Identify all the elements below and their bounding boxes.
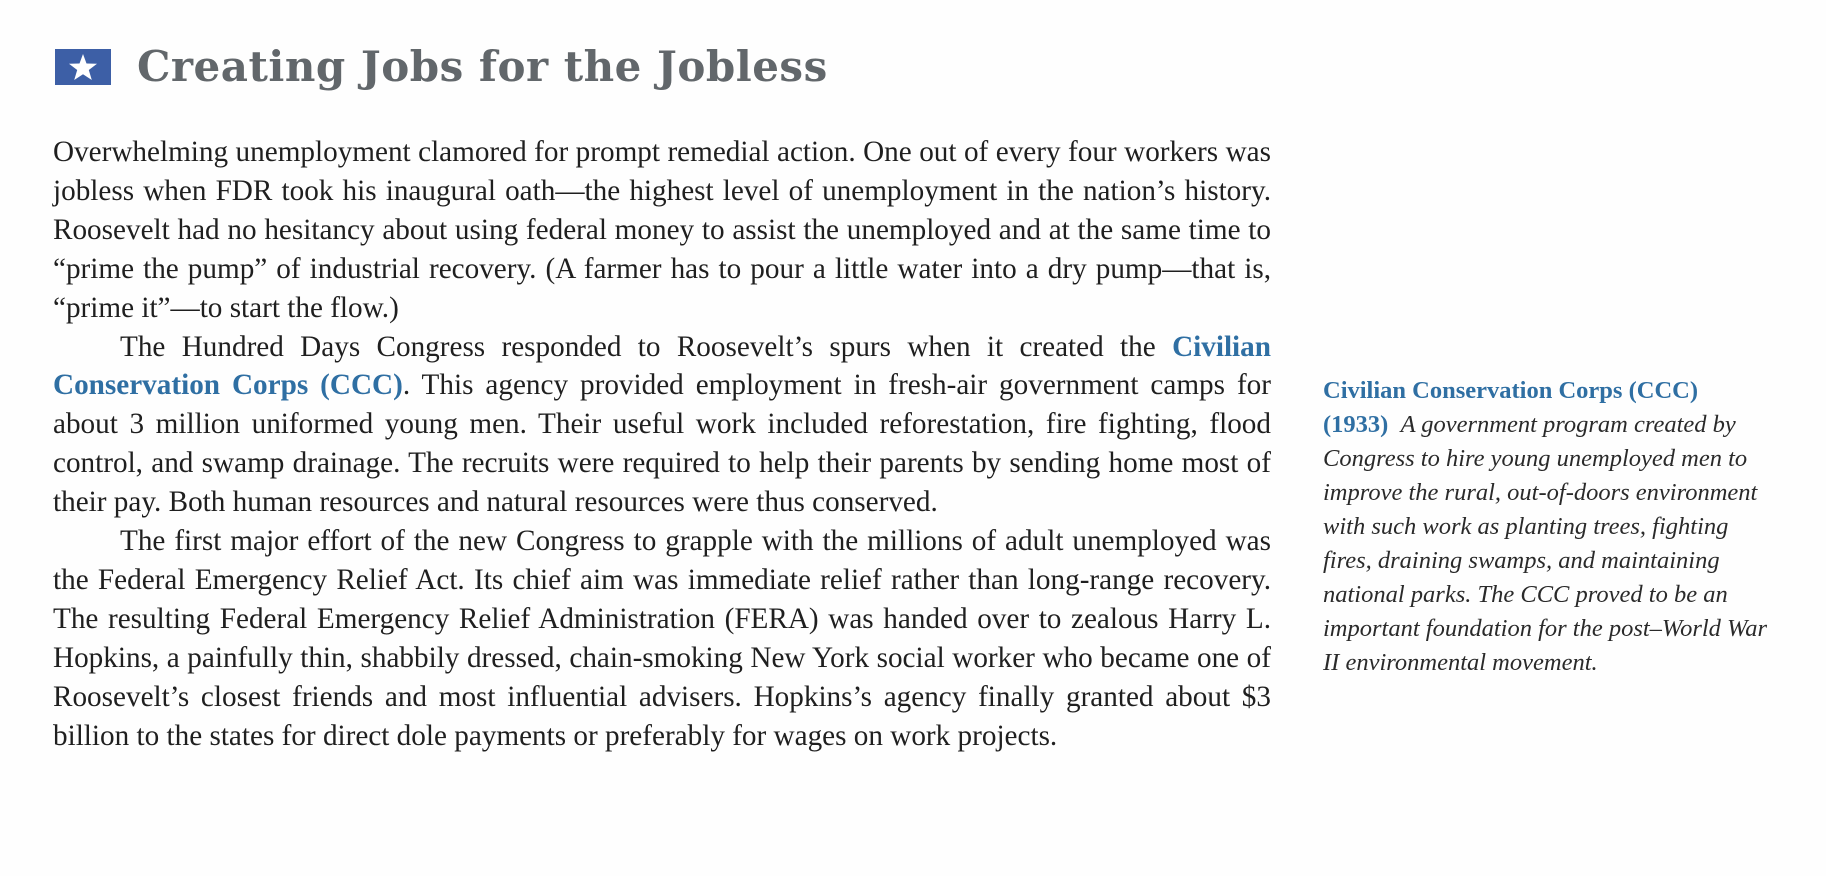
section-heading bbox=[55, 42, 828, 91]
paragraph-3: The first major effort of the new Congress to grapple with the millions of adult unemployed was the Federal Emergency Relief Act. Its chief aim was immediate relief rather than long-range recovery. The resulting Federal Emergency Relief Administration (FERA) was handed over to zealous Harry L. Hopkins, a painfully thin, shabbily dressed, chain-smoking New York social worker who became one of Roosevelt’s closest friends and most influential advisers. Hopkins’s agency finally granted about $3 billion to the states for direct dole payments or preferably for wages on work projects. bbox=[53, 525, 1271, 752]
paragraph-2 bbox=[53, 328, 1271, 523]
body-text bbox=[53, 133, 1271, 756]
paragraph-2-lead: The Hundred Days Congress responded to Roosevelt’s spurs when it created the bbox=[120, 330, 1173, 363]
star-glyph bbox=[66, 52, 100, 82]
paragraph-2-rest: . This agency provided employment in fresh-air government camps for about 3 million uniformed young men. Their useful work included reforestation, fire fighting, flood control, and swamp drainage. The recruits were required to help their parents by sending home most of their pay. Both human resources and natural resources were thus conserved. bbox=[53, 369, 1271, 519]
glossary-term: Civilian Conservation Corps (CCC) (1933) bbox=[1323, 377, 1698, 438]
key-term-ccc: Civilian Conservation Corps (CCC) bbox=[53, 330, 1271, 402]
glossary-sidebar bbox=[1323, 374, 1778, 680]
section-title: Creating Jobs for the Jobless bbox=[137, 42, 828, 91]
paragraph-1: Overwhelming unemployment clamored for prompt remedial action. One out of every four workers was jobless when FDR took his inaugural oath—the highest level of unemployment in the nation’s history. Roosevelt had no hesitancy about using federal money to assist the unemployed and at the same time to “prime the pump” of industrial recovery. (A farmer has to pour a little water into a dry pump—that is, “prime it”—to start the flow.) bbox=[53, 136, 1271, 324]
glossary-definition: A government program created by Congress to hire young unemployed men to improve the rural, out-of-doors environment with such work as planting trees, fighting fires, draining swamps, and maintaining national parks. The CCC proved to be an important foundation for the post–World War II environmental movement. bbox=[1323, 411, 1768, 676]
star-icon bbox=[55, 49, 111, 85]
